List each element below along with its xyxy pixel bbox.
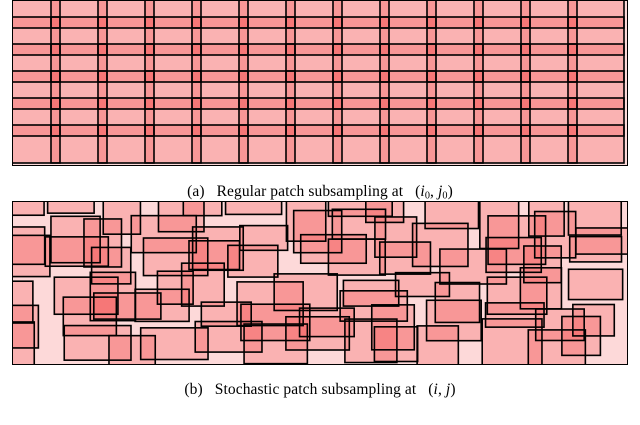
caption-a-prefix: (a) [187,183,205,200]
caption-a-comma: , [430,183,438,200]
caption-a-var-i: i [420,183,425,200]
caption-b-var-i: i [433,381,438,399]
caption-b-math [428,381,455,398]
regular-patch-grid-graphic [12,0,628,166]
caption-regular-subsampling [0,184,640,201]
caption-a-text: Regular patch subsampling at [216,183,404,200]
caption-b-paren-open: ( [428,381,434,399]
caption-stochastic-subsampling [0,382,640,398]
stochastic-patch-grid-graphic [12,201,628,365]
caption-a-paren-open: ( [415,183,421,200]
caption-b-prefix: (b) [184,381,203,399]
figure-panel-stochastic-subsampling [12,201,628,365]
caption-b-comma: , [437,381,446,399]
caption-a-math [415,183,453,200]
figure-panel-regular-subsampling [12,0,628,166]
caption-b-text: Stochastic patch subsampling at [214,381,417,399]
caption-a-sub-j: 0 [442,190,448,202]
caption-a-sub-i: 0 [424,190,431,202]
caption-b-paren-close: ) [450,381,456,399]
caption-b-var-j: j [445,381,451,399]
caption-a-var-j: j [437,183,443,200]
caption-a-paren-close: ) [447,183,453,200]
